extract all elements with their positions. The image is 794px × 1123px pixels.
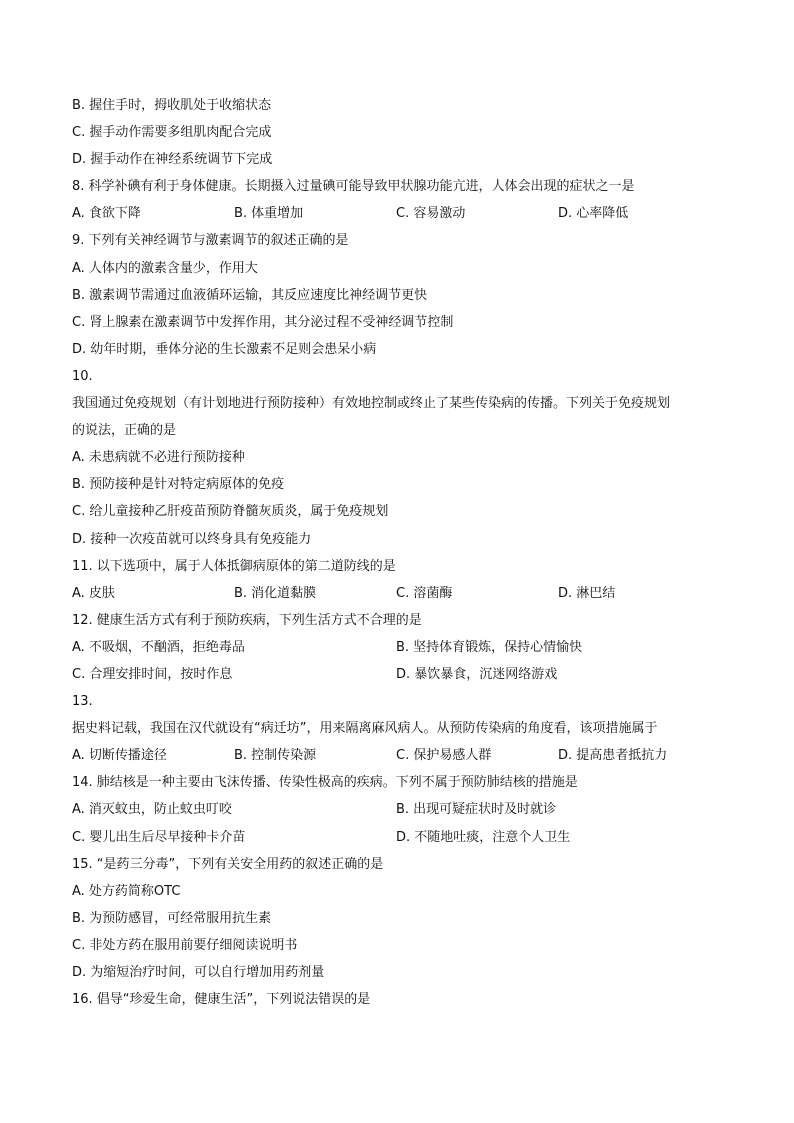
option-a: A. 消灭蚊虫，防止蚊虫叮咬 [72, 802, 232, 818]
option-d: D. 心率降低 [558, 206, 629, 222]
option-c: C. 婴儿出生后尽早接种卡介苗 [72, 829, 246, 845]
option-b: B. 体重增加 [234, 206, 304, 222]
question-10-stem-cont: 的说法，正确的是 [72, 423, 177, 439]
question-11-stem: 11. 以下选项中，属于人体抵御病原体的第二道防线的是 [72, 558, 396, 574]
option-c: C. 肾上腺素在激素调节中发挥作用，其分泌过程不受神经调节控制 [72, 314, 454, 330]
option-c: C. 保护易感人群 [396, 748, 492, 764]
option-b: B. 控制传染源 [234, 748, 317, 764]
option-a: A. 皮肤 [72, 585, 115, 601]
option-d: D. 淋巴结 [558, 585, 616, 601]
question-12-options-row1 [72, 634, 722, 661]
question-10-stem: 我国通过免疫规划（有计划地进行预防接种）有效地控制或终止了某些传染病的传播。下列关于免疫规划 [72, 396, 671, 412]
question-13-stem: 据史料记载，我国在汉代就设有“病迁坊”，用来隔离麻风病人。从预防传染病的角度看，该项措施属于 [72, 721, 658, 737]
option-d: D. 暴饮暴食，沉迷网络游戏 [396, 666, 558, 682]
question-12-options-row2 [72, 661, 722, 688]
option-a: A. 未患病就不必进行预防接种 [72, 450, 245, 466]
option-b: B. 激素调节需通过血液循环运输，其反应速度比神经调节更快 [72, 287, 428, 303]
option-d: D. 幼年时期，垂体分泌的生长激素不足则会患呆小病 [72, 341, 377, 357]
question-14-options-row2 [72, 824, 722, 851]
option-a: A. 人体内的激素含量少，作用大 [72, 260, 258, 276]
option-a: A. 不吸烟，不酗酒，拒绝毒品 [72, 639, 245, 655]
option-line: D. 握手动作在神经系统调节下完成 [72, 152, 273, 168]
option-d: D. 不随地吐痰，注意个人卫生 [396, 829, 571, 845]
option-c: C. 给儿童接种乙肝疫苗预防脊髓灰质炎，属于免疫规划 [72, 504, 389, 520]
option-c: C. 非处方药在服用前要仔细阅读说明书 [72, 937, 298, 953]
question-13-options [72, 742, 722, 769]
question-9-stem: 9. 下列有关神经调节与激素调节的叙述正确的是 [72, 233, 349, 249]
option-b: B. 消化道黏膜 [234, 585, 317, 601]
option-d: D. 提高患者抵抗力 [558, 748, 668, 764]
option-a: A. 食欲下降 [72, 206, 141, 222]
question-15-stem: 15. “是药三分毒”，下列有关安全用药的叙述正确的是 [72, 856, 384, 872]
option-line: B. 握住手时，拇收肌处于收缩状态 [72, 98, 272, 113]
question-14-options-row1 [72, 796, 722, 823]
option-b: B. 预防接种是针对特定病原体的免疫 [72, 477, 285, 493]
option-c: C. 溶菌酶 [396, 585, 453, 601]
option-c: C. 合理安排时间，按时作息 [72, 666, 233, 682]
option-line: C. 握手动作需要多组肌肉配合完成 [72, 125, 272, 141]
question-8-stem: 8. 科学补碘有利于身体健康。长期摄入过量碘可能导致甲状腺功能亢进，人体会出现的症状之一是 [72, 179, 635, 195]
question-14-stem: 14. 肺结核是一种主要由飞沫传播、传染性极高的疾病。下列不属于预防肺结核的措施是 [72, 775, 578, 791]
question-11-options [72, 580, 722, 607]
question-13-number: 13. [72, 694, 93, 710]
option-b: B. 出现可疑症状时及时就诊 [396, 802, 557, 818]
option-a: A. 切断传播途径 [72, 748, 167, 764]
option-d: D. 为缩短治疗时间，可以自行增加用药剂量 [72, 965, 325, 980]
option-c: C. 容易激动 [396, 206, 466, 222]
question-8-options [72, 200, 722, 227]
option-d: D. 接种一次疫苗就可以终身具有免疫能力 [72, 531, 312, 547]
option-b: B. 坚持体育锻炼，保持心情愉快 [396, 639, 583, 655]
option-a: A. 处方药简称OTC [72, 883, 181, 899]
question-16-stem: 16. 倡导“珍爱生命，健康生活”，下列说法错误的是 [72, 992, 371, 1008]
question-12-stem: 12. 健康生活方式有利于预防疾病，下列生活方式不合理的是 [72, 612, 422, 628]
exam-page [72, 92, 722, 1013]
question-10-number: 10. [72, 368, 93, 384]
option-b: B. 为预防感冒，可经常服用抗生素 [72, 910, 272, 926]
